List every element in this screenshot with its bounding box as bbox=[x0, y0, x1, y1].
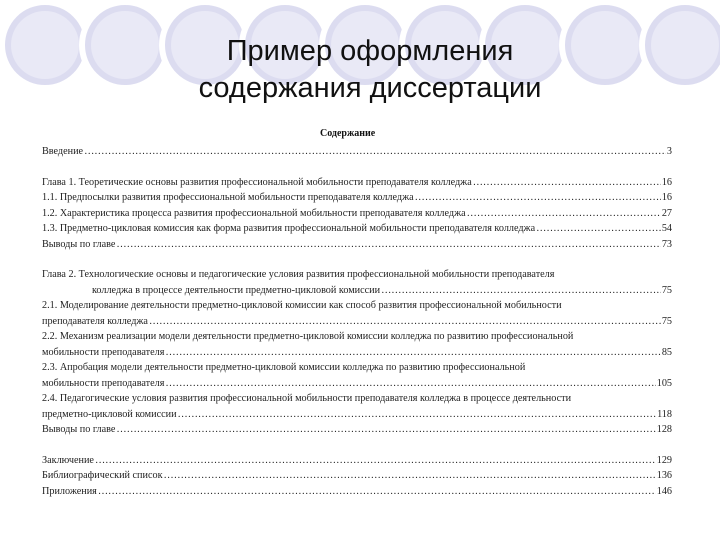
toc-entry-2-3-line-1: 2.3. Апробация модели деятельности предметно-цикловой комиссии колледжа по развитию профессиональной bbox=[42, 362, 526, 373]
toc-entry-chapter-1 bbox=[42, 175, 672, 191]
toc-entry-2-1-line-2 bbox=[42, 314, 672, 330]
table-of-contents bbox=[42, 144, 672, 499]
toc-heading: Содержание bbox=[320, 128, 376, 139]
toc-entry-text: мобильности преподавателя bbox=[42, 377, 165, 389]
toc-entry-2-3-line-2 bbox=[42, 376, 672, 392]
toc-entry-page: 27 bbox=[661, 207, 672, 219]
toc-entry-text: Глава 1. Теоретические основы развития профессиональной мобильности преподавателя колледжа bbox=[42, 176, 472, 188]
toc-entry-conclusion bbox=[42, 453, 672, 469]
toc-entry-text: преподавателя колледжа bbox=[42, 315, 148, 327]
toc-entry-text: Выводы по главе bbox=[42, 424, 116, 435]
toc-entry-page: 75 bbox=[661, 315, 672, 327]
toc-entry-page: 54 bbox=[661, 223, 672, 234]
toc-entry-text: Библиографический список bbox=[42, 470, 163, 481]
toc-entry-page: 3 bbox=[666, 146, 672, 157]
toc-entry-text: мобильности преподавателя bbox=[42, 346, 165, 358]
toc-entry-appendices bbox=[42, 484, 672, 500]
slide-title-line-2: содержания диссертации bbox=[198, 72, 542, 104]
toc-entry-1-1 bbox=[42, 190, 672, 206]
toc-entry-page: 128 bbox=[656, 424, 672, 435]
toc-entry-page: 129 bbox=[656, 454, 672, 466]
toc-entry-conclusions-1 bbox=[42, 237, 672, 253]
toc-entry-2-2-line-2 bbox=[42, 345, 672, 361]
toc-entry-text: 1.1. Предпосылки развития профессиональной мобильности преподавателя колледжа bbox=[42, 192, 414, 203]
toc-entry-2-4-line-2 bbox=[42, 407, 672, 423]
toc-entry-intro bbox=[42, 144, 672, 160]
toc-entry-conclusions-2 bbox=[42, 422, 672, 438]
toc-entry-1-2 bbox=[42, 206, 672, 222]
toc-entry-text: колледжа в процессе деятельности предметно-цикловой комиссии bbox=[92, 284, 381, 296]
toc-entry-page: 118 bbox=[657, 408, 672, 420]
toc-entry-text: Приложения bbox=[42, 485, 97, 497]
slide-title bbox=[150, 33, 590, 107]
toc-entry-bibliography bbox=[42, 468, 672, 484]
toc-entry-chapter-2-line-2 bbox=[42, 283, 672, 299]
toc-entry-chapter-2-line-1: Глава 2. Технологические основы и педагогические условия развития профессиональной мобильности преподавателя bbox=[42, 269, 555, 280]
toc-entry-text: Введение bbox=[42, 146, 84, 157]
toc-entry-page: 73 bbox=[661, 238, 672, 250]
toc-entry-page: 75 bbox=[661, 284, 672, 296]
toc-entry-page: 16 bbox=[661, 176, 672, 188]
toc-entry-page: 105 bbox=[656, 377, 672, 389]
toc-entry-1-3 bbox=[42, 221, 672, 237]
toc-entry-2-4-line-1: 2.4. Педагогические условия развития профессиональной мобильности преподавателя колледжа в процессе деятельности bbox=[42, 393, 572, 404]
toc-entry-page: 136 bbox=[656, 470, 672, 481]
toc-entry-text: предметно-цикловой комиссии bbox=[42, 408, 177, 420]
toc-entry-text: Выводы по главе bbox=[42, 238, 116, 250]
toc-entry-page: 85 bbox=[661, 346, 672, 358]
toc-entry-2-2-line-1: 2.2. Механизм реализации модели деятельности предметно-цикловой комиссии колледжа по развитию профессиональной bbox=[42, 331, 574, 342]
toc-entry-page: 16 bbox=[661, 192, 672, 203]
toc-entry-text: 1.2. Характеристика процесса развития профессиональной мобильности преподавателя колледжа bbox=[42, 207, 466, 219]
toc-entry-2-1-line-1: 2.1. Моделирование деятельности предметно-цикловой комиссии как способ развития профессиональной мобильности bbox=[42, 300, 562, 311]
slide-title-line-1: Пример оформления bbox=[226, 35, 514, 67]
toc-entry-text: 1.3. Предметно-цикловая комиссия как форма развития профессиональной мобильности преподавателя колледжа bbox=[42, 223, 536, 234]
toc-entry-page: 146 bbox=[656, 485, 672, 497]
toc-entry-text: Заключение bbox=[42, 454, 94, 466]
